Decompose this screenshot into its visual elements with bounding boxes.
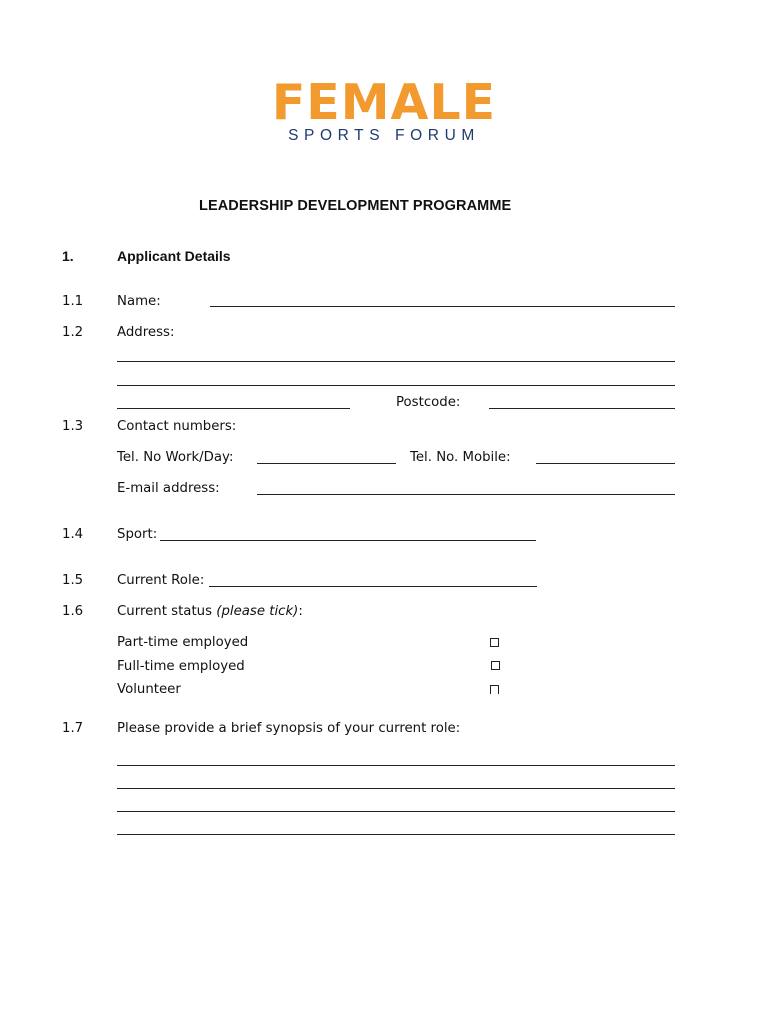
item-number-contact: 1.3 — [62, 419, 84, 434]
email-field[interactable] — [257, 494, 675, 495]
part-time-checkbox[interactable] — [490, 638, 499, 647]
contact-label: Contact numbers: — [117, 419, 237, 434]
tel-work-field[interactable] — [257, 463, 396, 464]
current-status-label — [117, 604, 303, 619]
item-number-sport: 1.4 — [62, 527, 84, 542]
address-line-2[interactable] — [117, 385, 675, 386]
tel-mobile-field[interactable] — [536, 463, 675, 464]
name-label: Name: — [117, 294, 161, 309]
section-heading: Applicant Details — [117, 248, 231, 264]
current-status-text: Current status — [117, 604, 217, 619]
email-label: E-mail address: — [117, 481, 220, 496]
name-field[interactable] — [210, 306, 675, 307]
postcode-field[interactable] — [489, 408, 675, 409]
full-time-checkbox[interactable] — [491, 661, 500, 670]
item-number-role: 1.5 — [62, 573, 84, 588]
current-status-colon: : — [298, 604, 303, 619]
item-number-status: 1.6 — [62, 604, 84, 619]
synopsis-line-4[interactable] — [117, 834, 675, 835]
tel-work-label: Tel. No Work/Day: — [117, 450, 234, 465]
volunteer-checkbox[interactable] — [490, 685, 499, 694]
synopsis-label: Please provide a brief synopsis of your current role: — [117, 721, 461, 736]
postcode-label: Postcode: — [396, 395, 461, 410]
address-label: Address: — [117, 325, 175, 340]
sport-label: Sport: — [117, 527, 158, 542]
item-number-address: 1.2 — [62, 325, 84, 340]
current-role-field[interactable] — [209, 586, 537, 587]
sport-field[interactable] — [160, 540, 536, 541]
synopsis-line-3[interactable] — [117, 811, 675, 812]
address-line-1[interactable] — [117, 361, 675, 362]
current-status-hint: (please tick) — [216, 604, 299, 619]
current-role-label: Current Role: — [117, 573, 205, 588]
page-title: LEADERSHIP DEVELOPMENT PROGRAMME — [199, 198, 512, 214]
section-number: 1. — [62, 248, 74, 264]
address-line-3[interactable] — [117, 408, 350, 409]
status-option-part-time: Part-time employed — [117, 635, 249, 650]
logo-sports-forum: SPORTS FORUM — [288, 127, 480, 144]
status-option-volunteer: Volunteer — [117, 682, 181, 697]
item-number-synopsis: 1.7 — [62, 721, 84, 736]
status-option-full-time: Full-time employed — [117, 659, 245, 674]
synopsis-line-2[interactable] — [117, 788, 675, 789]
synopsis-line-1[interactable] — [117, 765, 675, 766]
logo-female: FEMALE — [271, 74, 497, 131]
tel-mobile-label: Tel. No. Mobile: — [410, 450, 511, 465]
item-number-name: 1.1 — [62, 294, 84, 309]
